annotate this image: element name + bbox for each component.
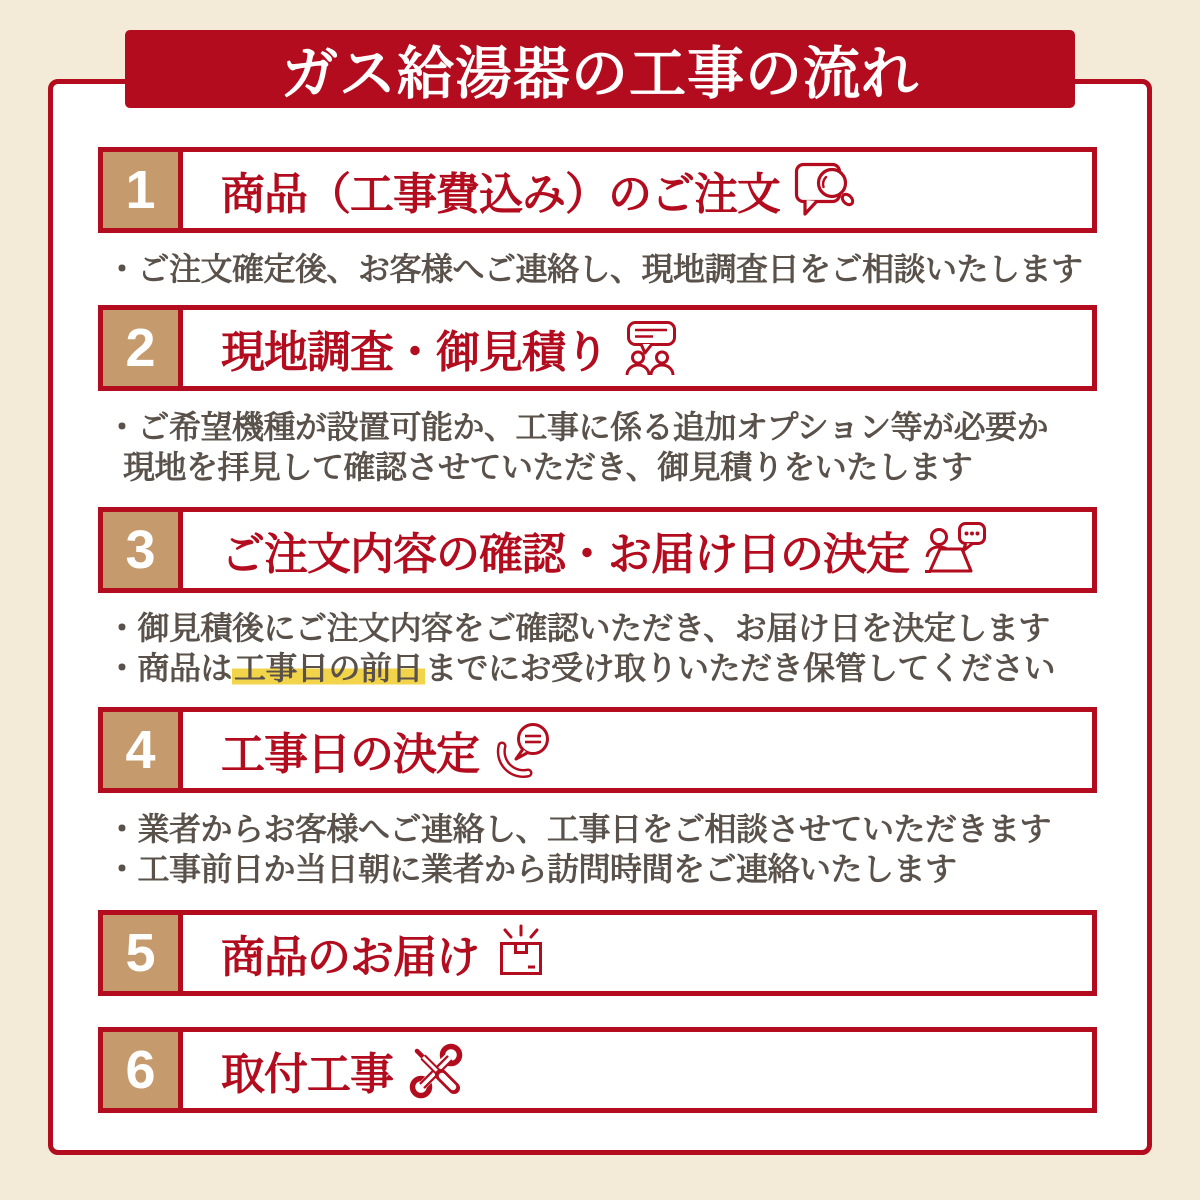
step-1-description [106, 249, 1099, 289]
step-4-number: 4 [103, 712, 183, 788]
page-title: ガス給湯器の工事の流れ [281, 42, 919, 106]
step-4-description [106, 809, 1099, 889]
phone-speech-bubble-icon [493, 721, 555, 779]
person-laptop-chat-icon [923, 521, 987, 579]
step-1-bar [98, 147, 1097, 233]
step-6-bar [98, 1027, 1097, 1113]
description-line: 現地を拝見して確認させていただき、御見積りをいたします [123, 449, 973, 485]
highlighted-text: 工事日の前日 [234, 650, 424, 686]
step-3-bar [98, 507, 1097, 593]
header-banner [125, 30, 1075, 108]
description-line: ・業者からお客様へご連絡し、工事日をご相談させていただきます [106, 811, 1052, 847]
step-5-number: 5 [103, 915, 183, 991]
speech-bubble-magnifier-icon [794, 162, 858, 218]
step-1-title: 商品（工事費込み）のご注文 [221, 170, 780, 219]
step-2-title: 現地調査・御見積り [221, 328, 608, 377]
step-3-number: 3 [103, 512, 183, 588]
description-line: ・ご注文確定後、お客様へご連絡し、現地調査日をご相談いたします [106, 251, 1083, 287]
description-line: ・工事前日か当日朝に業者から訪問時間をご連絡いたします [106, 851, 957, 887]
step-6-number: 6 [103, 1032, 183, 1108]
package-box-icon [493, 924, 549, 982]
step-3-title: ご注文内容の確認・お届け日の決定 [221, 530, 909, 579]
description-line: ・御見積後にご注文内容をご確認いただき、お届け日を決定します [106, 610, 1050, 646]
step-5-title: 商品のお届け [221, 933, 479, 982]
people-speech-bubble-icon [622, 320, 680, 376]
step-6-title: 取付工事 [221, 1050, 393, 1099]
step-4-title: 工事日の決定 [221, 730, 479, 779]
step-1-number: 1 [103, 152, 183, 228]
description-line-highlighted: ・商品は工事日の前日までにお受け取りいただき保管してください [106, 650, 1056, 686]
step-5-bar [98, 910, 1097, 996]
description-line: ・ご希望機種が設置可能か、工事に係る追加オプション等が必要か [106, 409, 1049, 445]
step-2-description [106, 407, 1099, 487]
step-3-description [106, 608, 1099, 688]
step-2-number: 2 [103, 310, 183, 386]
step-4-bar [98, 707, 1097, 793]
step-2-bar [98, 305, 1097, 391]
crossed-tools-icon [407, 1041, 465, 1099]
flow-panel [48, 79, 1152, 1155]
